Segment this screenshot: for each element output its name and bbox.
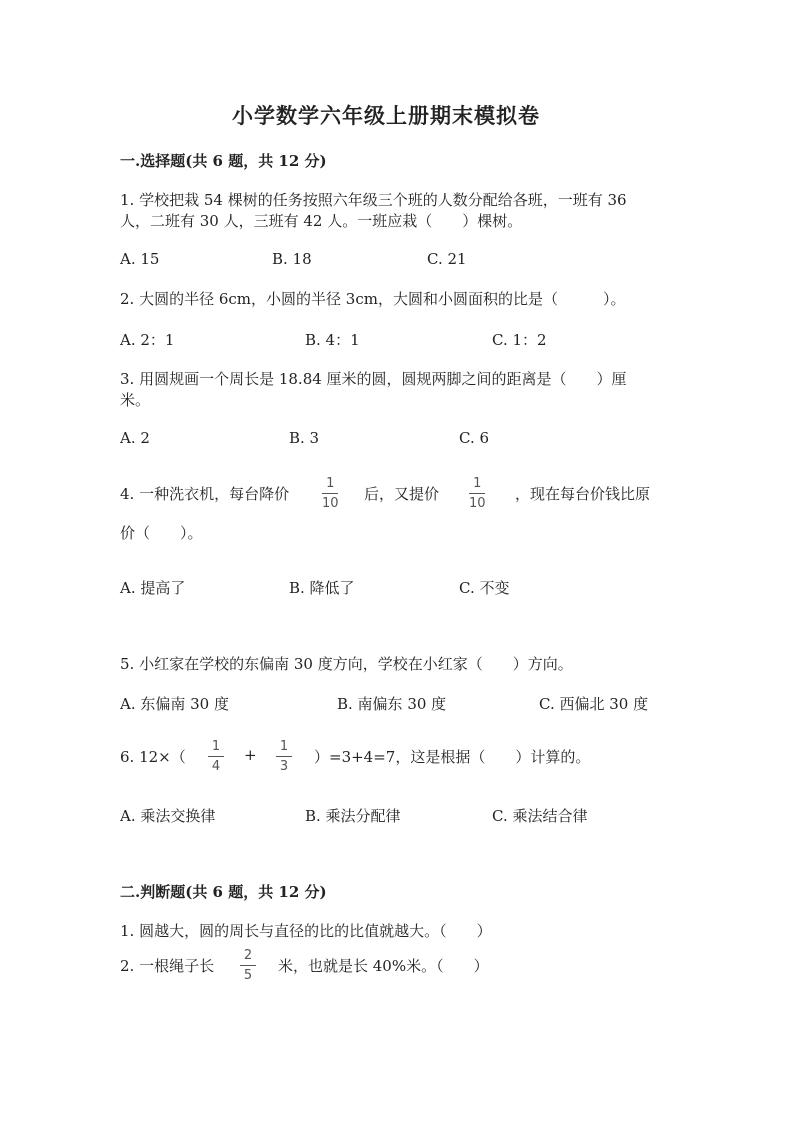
fraction bbox=[322, 476, 339, 511]
fraction bbox=[208, 739, 224, 774]
question-text: 米，也就是长 40%米。（ ） bbox=[278, 957, 489, 975]
option-c: C. 6 bbox=[459, 429, 490, 447]
option-b: B. 18 bbox=[272, 250, 312, 268]
option-c: C. 1：2 bbox=[492, 331, 547, 349]
option-b: B. 降低了 bbox=[289, 579, 355, 597]
question-text: 2. 大圆的半径 6cm，小圆的半径 3cm，大圆和小圆面积的比是（ ）。 bbox=[120, 290, 626, 308]
fraction bbox=[469, 476, 486, 511]
fraction-denominator: 10 bbox=[469, 496, 486, 511]
question-text: 价（ ）。 bbox=[120, 524, 203, 542]
question-text: 后，又提价 bbox=[364, 485, 440, 503]
option-b: B. 3 bbox=[289, 429, 320, 447]
option-c: C. 21 bbox=[427, 250, 467, 268]
fraction-numerator: 2 bbox=[243, 948, 253, 963]
plus-sign: + bbox=[244, 746, 257, 764]
fraction bbox=[276, 739, 292, 774]
option-a: A. 2：1 bbox=[120, 331, 175, 349]
question-text: 5. 小红家在学校的东偏南 30 度方向，学校在小红家（ ）方向。 bbox=[120, 655, 573, 673]
fraction bbox=[240, 948, 256, 983]
judgement-question-1: 1. 圆越大，圆的周长与直径的比的比值就越大。（ ） bbox=[120, 922, 492, 940]
fraction-bar bbox=[322, 493, 338, 494]
fraction-bar bbox=[469, 493, 485, 494]
fraction-denominator: 10 bbox=[322, 496, 339, 511]
fraction-bar bbox=[208, 756, 224, 757]
fraction-numerator: 1 bbox=[473, 476, 482, 491]
question-text: ，现在每台价钱比原 bbox=[515, 485, 651, 503]
fraction-bar bbox=[276, 756, 292, 757]
question-text: 米。 bbox=[120, 391, 151, 409]
question-text: 1. 学校把栽 54 棵树的任务按照六年级三个班的人数分配给各班，一班有 36 bbox=[120, 191, 627, 209]
question-text: 6. 12×（ bbox=[120, 748, 186, 766]
fraction-denominator: 5 bbox=[243, 968, 253, 983]
section-heading-choice: 一.选择题(共 6 题，共 12 分) bbox=[120, 152, 327, 170]
option-b: B. 4：1 bbox=[305, 331, 360, 349]
option-a: A. 15 bbox=[120, 250, 160, 268]
question-text: ）=3+4=7，这是根据（ ）计算的。 bbox=[314, 748, 591, 766]
question-text: 2. 一根绳子长 bbox=[120, 957, 215, 975]
section-heading-judgement: 二.判断题(共 6 题，共 12 分) bbox=[120, 883, 327, 901]
fraction-numerator: 1 bbox=[211, 739, 221, 754]
fraction-numerator: 1 bbox=[326, 476, 335, 491]
fraction-bar bbox=[240, 965, 256, 966]
option-a: A. 2 bbox=[120, 429, 150, 447]
question-text: 人，二班有 30 人，三班有 42 人。一班应栽（ ）棵树。 bbox=[120, 212, 523, 230]
option-a: A. 东偏南 30 度 bbox=[120, 695, 229, 713]
fraction-denominator: 4 bbox=[211, 759, 221, 774]
question-text: 4. 一种洗衣机，每台降价 bbox=[120, 485, 290, 503]
option-c: C. 不变 bbox=[459, 579, 510, 597]
option-c: C. 西偏北 30 度 bbox=[539, 695, 649, 713]
fraction-numerator: 1 bbox=[279, 739, 289, 754]
option-c: C. 乘法结合律 bbox=[492, 807, 588, 825]
fraction-denominator: 3 bbox=[279, 759, 289, 774]
option-a: A. 乘法交换律 bbox=[120, 807, 216, 825]
question-text: 3. 用圆规画一个周长是 18.84 厘米的圆，圆规两脚之间的距离是（ ）厘 bbox=[120, 370, 627, 388]
option-b: B. 南偏东 30 度 bbox=[337, 695, 447, 713]
page-title: 小学数学六年级上册期末模拟卷 bbox=[232, 103, 540, 128]
option-a: A. 提高了 bbox=[120, 579, 186, 597]
option-b: B. 乘法分配律 bbox=[305, 807, 401, 825]
